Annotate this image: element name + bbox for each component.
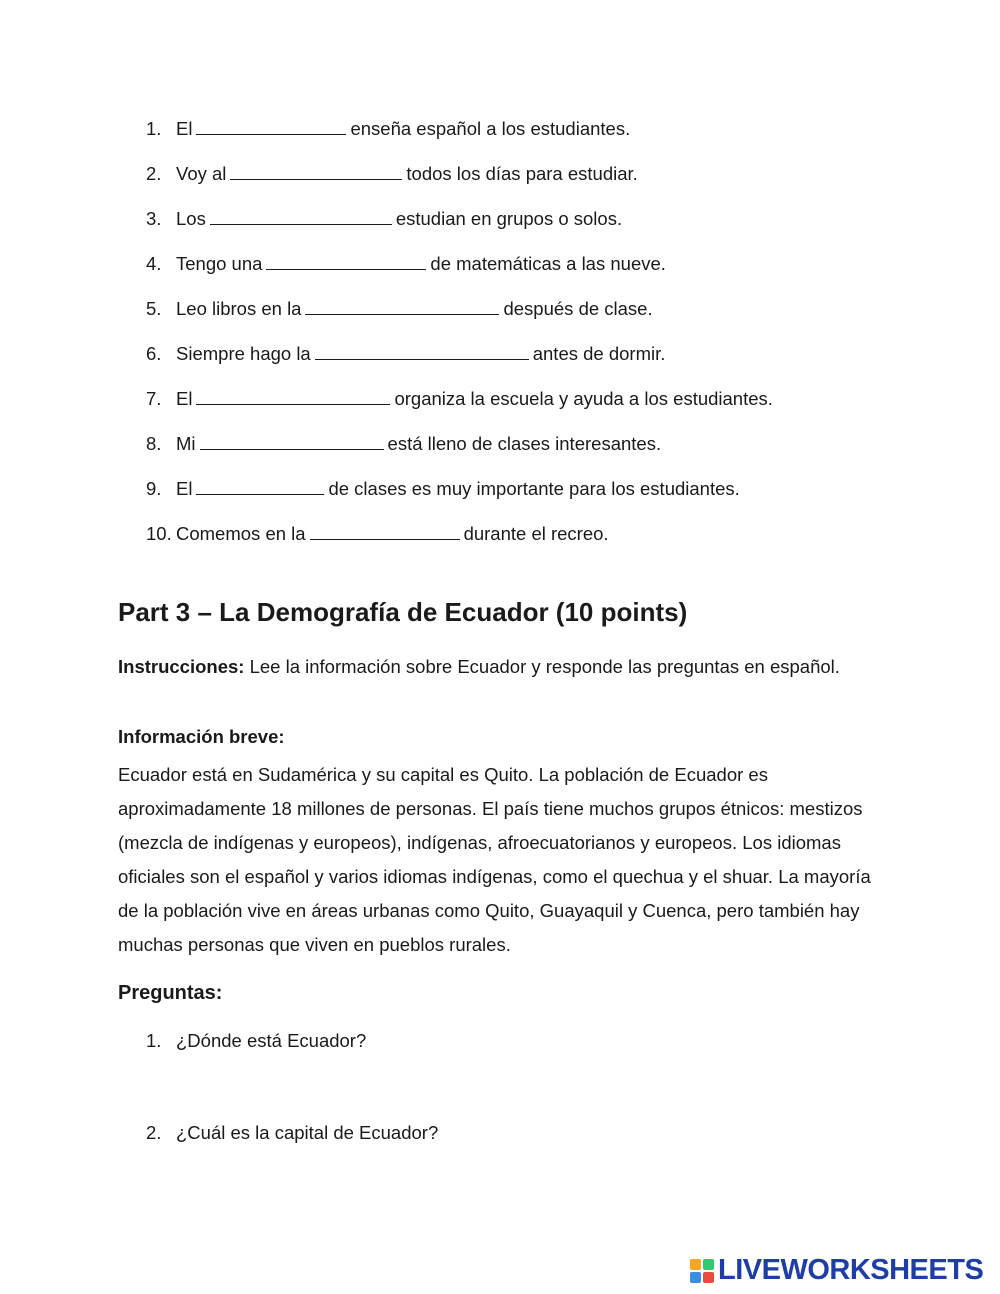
fill-item-1 [146, 117, 906, 162]
answer-blank-3[interactable] [210, 207, 392, 225]
item-text-before: Voy al [176, 163, 227, 184]
item-text-before: Siempre hago la [176, 343, 311, 364]
item-number: 5. [146, 298, 162, 319]
answer-blank-6[interactable] [315, 342, 529, 360]
questions-heading: Preguntas: [118, 982, 223, 1004]
item-text-before: Los [176, 208, 206, 229]
fill-item-3 [146, 207, 906, 252]
answer-blank-1[interactable] [196, 117, 346, 135]
item-text-after: estudian en grupos o solos. [395, 208, 623, 229]
item-text-after: organiza la escuela y ayuda a los estudiantes. [394, 388, 773, 409]
item-number: 10. [146, 523, 172, 544]
item-text-after: está lleno de clases interesantes. [387, 433, 662, 454]
answer-blank-7[interactable] [196, 387, 390, 405]
question-number: 1. [146, 1030, 162, 1051]
item-number: 4. [146, 253, 162, 274]
instructions-text: Lee la información sobre Ecuador y responde las preguntas en español. [249, 656, 840, 677]
item-text-before: Mi [176, 433, 196, 454]
question-text: ¿Cuál es la capital de Ecuador? [176, 1122, 439, 1143]
logo-square [690, 1259, 701, 1270]
item-text-before: El [176, 478, 193, 499]
item-text-after: antes de dormir. [532, 343, 666, 364]
item-number: 8. [146, 433, 162, 454]
item-number: 2. [146, 163, 162, 184]
answer-blank-2[interactable] [230, 162, 402, 180]
fill-in-list [146, 117, 906, 567]
logo-icon [690, 1259, 714, 1283]
answer-blank-4[interactable] [266, 252, 426, 270]
fill-item-6 [146, 342, 906, 387]
answer-blank-10[interactable] [310, 522, 460, 540]
instructions [118, 654, 878, 680]
fill-item-5 [146, 297, 906, 342]
item-number: 6. [146, 343, 162, 364]
question-text: ¿Dónde está Ecuador? [176, 1030, 367, 1051]
item-text-after: de matemáticas a las nueve. [430, 253, 666, 274]
item-number: 3. [146, 208, 162, 229]
part-3-title: Part 3 – La Demografía de Ecuador (10 points) [118, 597, 688, 627]
item-number: 9. [146, 478, 162, 499]
fill-item-8 [146, 432, 906, 477]
logo-square [703, 1272, 714, 1283]
item-text-before: El [176, 118, 193, 139]
liveworksheets-logo [690, 1254, 983, 1287]
item-text-after: todos los días para estudiar. [406, 163, 638, 184]
info-heading: Información breve: [118, 726, 285, 747]
item-number: 7. [146, 388, 162, 409]
info-paragraph: Ecuador está en Sudamérica y su capital es Quito. La población de Ecuador es aproximadamente 18 millones de personas. El país tiene muchos grupos étnicos: mestizos (mezcla de indígenas y europeos), indígenas, afroecuatorianos y europeos. Los idiomas oficiales son el español y varios idiomas indígenas, como el quechua y el shuar. La mayoría de la población vive en áreas urbanas como Quito, Guayaquil y Cuenca, pero también hay muchas personas que viven en pueblos rurales. [118, 764, 871, 955]
item-number: 1. [146, 118, 162, 139]
item-text-after: enseña español a los estudiantes. [350, 118, 631, 139]
answer-field-2[interactable] [176, 1154, 880, 1184]
fill-item-2 [146, 162, 906, 207]
answer-field-1[interactable] [176, 1062, 880, 1092]
logo-square [703, 1259, 714, 1270]
item-text-after: de clases es muy importante para los estudiantes. [328, 478, 740, 499]
fill-item-9 [146, 477, 906, 522]
fill-item-7 [146, 387, 906, 432]
question-number: 2. [146, 1122, 162, 1143]
answer-blank-8[interactable] [200, 432, 384, 450]
item-text-after: durante el recreo. [463, 523, 609, 544]
logo-text: LIVEWORKSHEETS [718, 1254, 984, 1286]
item-text-before: El [176, 388, 193, 409]
item-text-before: Tengo una [176, 253, 263, 274]
item-text-before: Comemos en la [176, 523, 306, 544]
logo-square [690, 1272, 701, 1283]
question-2 [146, 1121, 438, 1145]
question-1 [146, 1029, 366, 1053]
answer-blank-9[interactable] [196, 477, 324, 495]
item-text-before: Leo libros en la [176, 298, 302, 319]
item-text-after: después de clase. [503, 298, 653, 319]
instructions-label: Instrucciones: [118, 656, 245, 677]
answer-blank-5[interactable] [305, 297, 499, 315]
fill-item-4 [146, 252, 906, 297]
fill-item-10 [146, 522, 906, 567]
